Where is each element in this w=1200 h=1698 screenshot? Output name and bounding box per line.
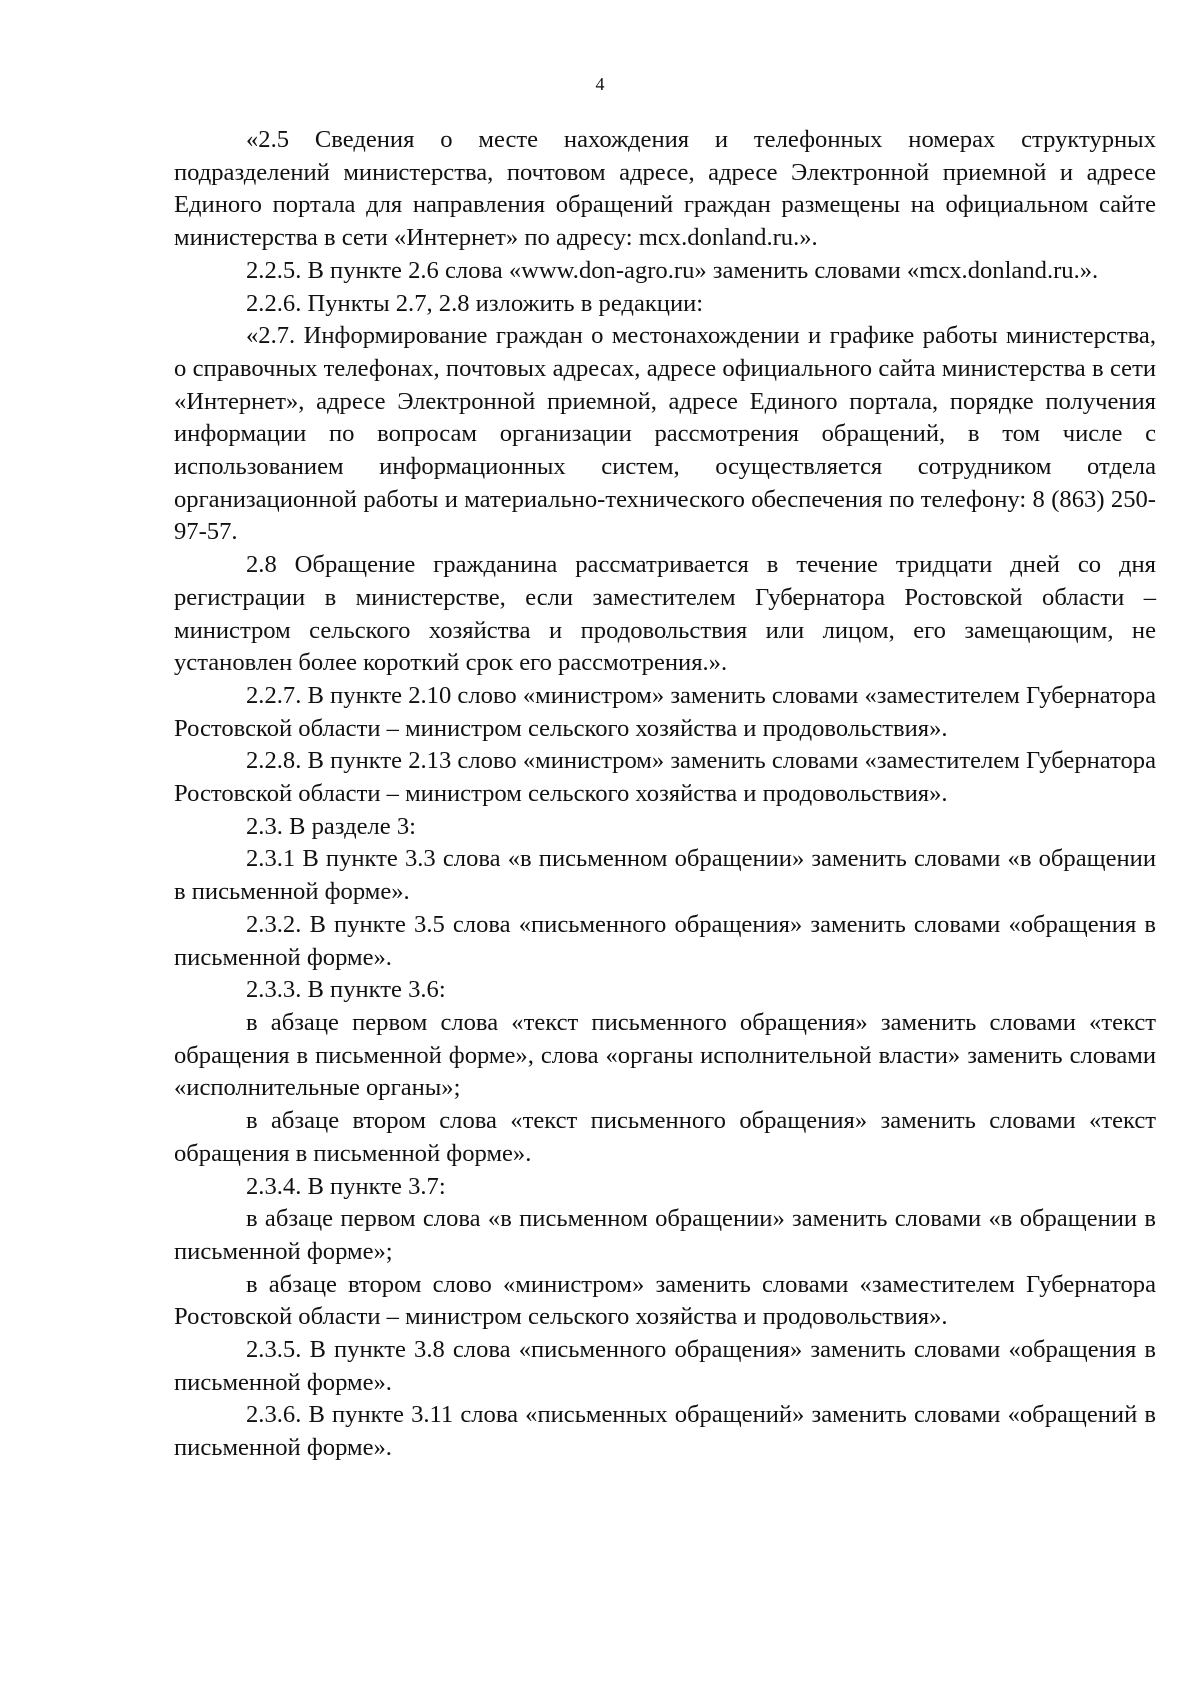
paragraph-2-3-3-first: в абзаце первом слова «текст письменного обращения» заменить словами «текст обращения в письменной форме», слова «органы исполнительной власти» заменить словами «исполнительные органы»; <box>174 1008 1156 1102</box>
paragraph-2-3-5: 2.3.5. В пункте 3.8 слова «письменного обращения» заменить словами «обращения в письменной форме». <box>174 1336 1156 1396</box>
paragraph-2-3-6: 2.3.6. В пункте 3.11 слова «письменных обращений» заменить словами «обращений в письменной форме». <box>174 1401 1156 1462</box>
paragraph-2-3-1: 2.3.1 В пункте 3.3 слова «в письменном обращении» заменить словами «в обращении в письменной форме». <box>174 845 1156 906</box>
page-number: 4 <box>595 74 605 94</box>
paragraph-2-2-8: 2.2.8. В пункте 2.13 слово «министром» заменить словами «заместителем Губернатора Ростовской области – министром сельского хозяйства и продовольствия». <box>174 747 1156 808</box>
paragraph-2-5: «2.5 Сведения о месте нахождения и телефонных номерах структурных подразделений министерства, почтовом адресе, адресе Электронной приемной и адресе Единого портала для направления обращений граждан размещены на официальном сайте министерства в сети «Интернет» по адресу: mcx.donland.ru.». <box>174 126 1156 252</box>
document-body <box>174 124 1156 1465</box>
paragraph-2-3: 2.3. В разделе 3: <box>246 812 416 840</box>
paragraph-2-3-4-second: в абзаце втором слово «министром» заменить словами «заместителем Губернатора Ростовской области – министром сельского хозяйства и продовольствия». <box>174 1270 1156 1331</box>
paragraph-2-7: «2.7. Информирование граждан о местонахождении и графике работы министерства, о справочных телефонах, почтовых адресах, адресе официального сайта министерства в сети «Интернет», адресе Электронной приемной, адресе Единого портала, порядке получения информации по вопросам организации рассмотрения обращений, в том числе с использованием информационных систем, осуществляется сотрудником отдела организационной работы и материально-технического обеспечения по телефону: 8 (863) 250-97-57. <box>174 322 1156 546</box>
paragraph-2-2-7: 2.2.7. В пункте 2.10 слово «министром» заменить словами «заместителем Губернатора Ростовской области – министром сельского хозяйства и продовольствия». <box>174 681 1156 742</box>
paragraph-2-3-4: 2.3.4. В пункте 3.7: <box>246 1172 446 1200</box>
paragraph-2-8: 2.8 Обращение гражданина рассматривается в течение тридцати дней со дня регистрации в министерстве, если заместителем Губернатора Ростовской области – министром сельского хозяйства и продовольствия или лицом, его замещающим, не установлен более короткий срок его рассмотрения.». <box>174 551 1156 677</box>
paragraph-2-2-6: 2.2.6. Пункты 2.7, 2.8 изложить в редакции: <box>246 289 704 317</box>
paragraph-2-3-2: 2.3.2. В пункте 3.5 слова «письменного обращения» заменить словами «обращения в письменной форме». <box>174 910 1156 971</box>
paragraph-2-3-3-second: в абзаце втором слова «текст письменного обращения» заменить словами «текст обращения в письменной форме». <box>174 1107 1156 1167</box>
paragraph-2-3-4-first: в абзаце первом слова «в письменном обращении» заменить словами «в обращении в письменной форме»; <box>174 1205 1156 1265</box>
paragraph-2-2-5: 2.2.5. В пункте 2.6 слова «www.don-agro.ru» заменить словами «mcx.donland.ru.». <box>246 256 1099 284</box>
paragraph-2-3-3: 2.3.3. В пункте 3.6: <box>246 976 446 1004</box>
